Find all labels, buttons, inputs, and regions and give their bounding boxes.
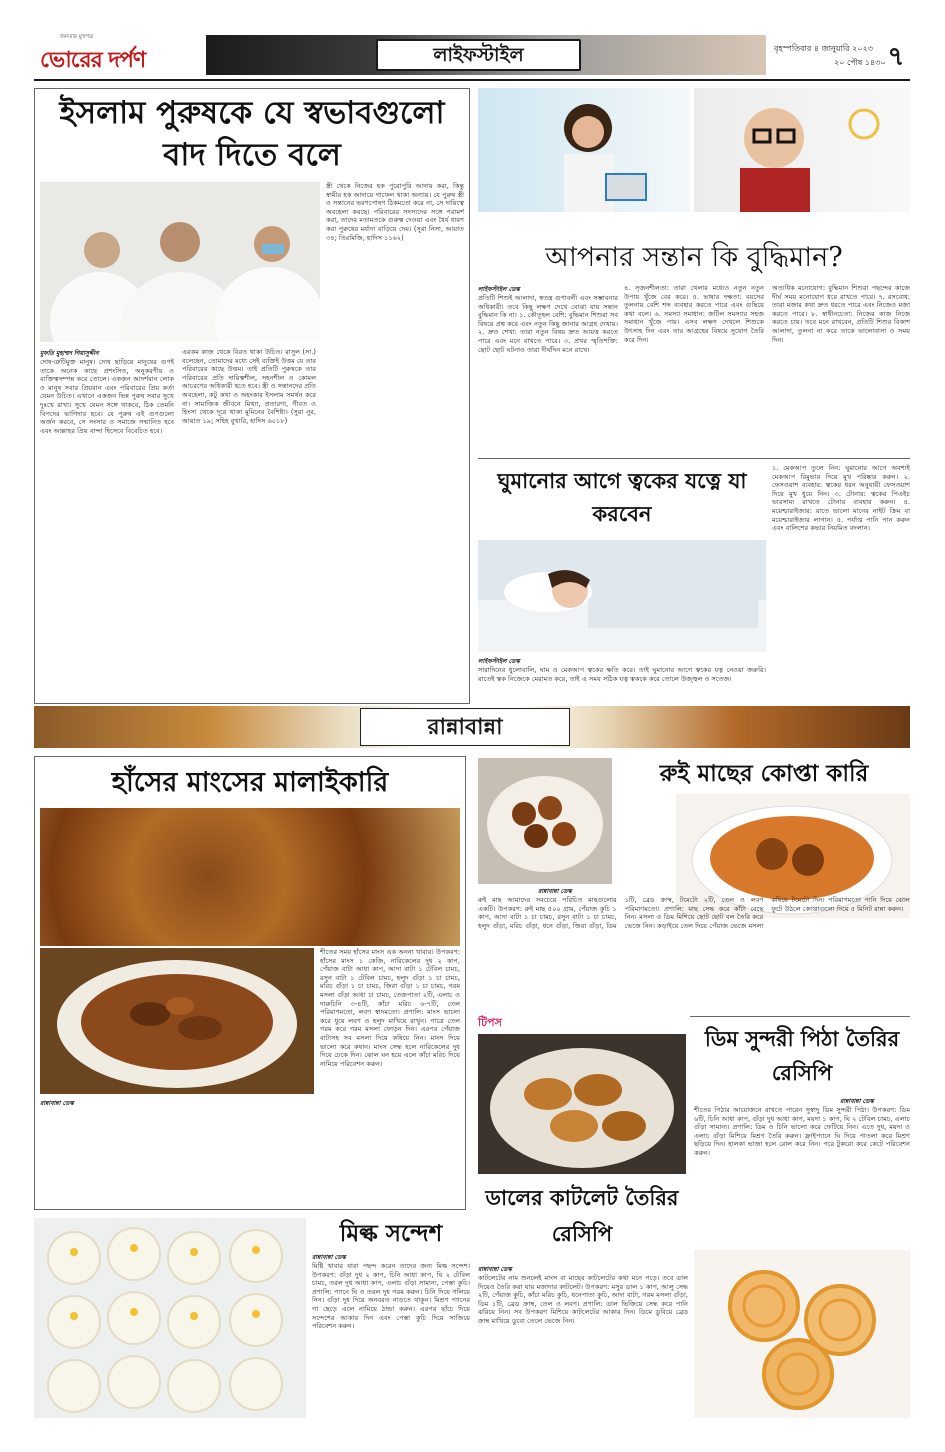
article-skin-rule bbox=[478, 458, 910, 459]
article-skin-col1: সারাদিনের ধুলোবালি, ঘাম ও মেকআপ ত্বকের ক্ষতি করে। তাই ঘুমানোর আগে ত্বকের যত্ন নেওয়া জরুরি। রাতেই ত্বক নিজেকে মেরামত করে, তাই এ সময় সঠিক যত্ন ত্বককে করে তোলে উজ্জ্বল ও সতেজ। bbox=[478, 666, 766, 683]
recipe-pitha-rule bbox=[690, 1016, 910, 1017]
milk-sandesh-photo bbox=[34, 1218, 306, 1418]
recipe-sandesh-byline: রান্নাবান্না ডেস্ক bbox=[312, 1254, 346, 1261]
recipe-fish-text: রুই মাছ আমাদের সবচেয়ে পরিচিত মাছগুলোর একটি। উপকরণ: রুই মাছ ৫০০ গ্রাম, পেঁয়াজ কুচি ১ কাপ, আদা বাটা ১ চা চামচ, রসুন বাটা ১ চা চামচ, হলুদ গুঁড়া, মরিচ গুঁড়া, ধনে গুঁড়া, জিরা গুঁড়া, ডিম ১টি, ব্রেড ক্রাম্ব, টমেটো ২টি, তেল ও লবণ পরিমাণমতো। প্রণালি: মাছ সেদ্ধ করে কাঁটা বেছে নিন। মসলা ও ডিম মিশিয়ে ছোট ছোট বল তৈরি করে ভেজে নিন। কড়াইয়ে তেল দিয়ে পেঁয়াজ ভেজে মসলা কষিয়ে টমেটো দিন। পরিমাণমতো পানি দিয়ে ঝোল ফুটে উঠলে কোপ্তাগুলো দিয়ে ৫ মিনিট রান্না করুন। bbox=[478, 896, 910, 930]
article-islam-col2: এরকম কাজ থেকে বিরত থাকা উচিত। রাসুল (সা.) বলেছেন, তোমাদের মধ্যে সেই ব্যক্তিই উত্তম যে তার পরিবারের কাছে উত্তম। তাই প্রতিটি পুরুষকে তার পরিবারের প্রতি দায়িত্বশীল, সহনশীল ও কোমল আচরণের অধিকারী হতে হবে। স্ত্রী ও সন্তানদের প্রতি অবহেলা, কটু কথা ও অহংকার ইসলাম সমর্থন করে না। সামাজিক জীবনে মিথ্যা, প্রতারণা, গীবত ও হিংসা থেকে দূরে থাকা মুমিনের বৈশিষ্ট্য। (সুরা নুর, আয়াত ১৯; সহিহ বুখারি, হাদিস ৬০১৮) bbox=[182, 348, 316, 425]
recipe-pitha-text: শীতের পিঠার আয়োজনে রাখতে পারেন সুস্বাদু ডিম সুন্দরী পিঠা। উপকরণ: ডিম ৬টি, চিনি আধা কাপ, গুঁড়া দুধ আধা কাপ, ময়দা ১ কাপ, ঘি ২ টেবিল চামচ, এলাচ গুঁড়া সামান্য। প্রণালি: ডিম ও চিনি ভালো করে ফেটিয়ে নিন। এতে দুধ, ময়দা ও এলাচ গুঁড়া মিশিয়ে মিশ্রণ তৈরি করুন। ফ্রাইপ্যানে ঘি দিয়ে পাতলা করে মিশ্রণ ছড়িয়ে দিন। হালকা ভাজা হলে রোল করে নিন। পরে টুকরো করে কেটে পরিবেশন করুন। bbox=[694, 1106, 910, 1157]
boy-glasses-photo bbox=[694, 88, 910, 212]
recipe-cutlet-byline: রান্নাবান্না ডেস্ক bbox=[478, 1266, 512, 1273]
article-islam-title: ইসলাম পুরুষকে যে স্বভাবগুলো বাদ দিতে বলে bbox=[59, 95, 445, 173]
date-line-2: ২০ পৌষ ১৪৩০ bbox=[834, 58, 886, 67]
paper-tagline: জনতার মুখপত্র bbox=[60, 34, 94, 40]
masthead-rule bbox=[34, 79, 910, 81]
article-child-title: আপনার সন্তান কি বুদ্ধিমান? bbox=[545, 242, 843, 273]
date-line-1: বৃহস্পতিবার ৪ জানুয়ারি ২০২৩ bbox=[774, 44, 873, 53]
recipe-sandesh-title: মিল্ক সন্দেশ bbox=[339, 1220, 443, 1247]
fish-kofta-photo-left bbox=[478, 758, 612, 884]
recipe-duck-byline: রান্নাবান্না ডেস্ক bbox=[40, 1100, 74, 1107]
recipe-pitha-title: ডিম সুন্দরী পিঠা তৈরির রেসিপি bbox=[704, 1026, 900, 1085]
tips-tag: টিপস bbox=[478, 1016, 502, 1029]
girl-robot-photo bbox=[478, 88, 690, 212]
article-child-col2: ৪. সৃজনশীলতা: তারা খেলার মধ্যেও নতুন নতুন উপায় খুঁজে বের করে। ৫. ভাষার দক্ষতা: বয়সের তুলনায় বেশি শব্দ ব্যবহার করতে পারে এবং গুছিয়ে কথা বলে। ৬. সমস্যা সমাধান: জটিল সমস্যার সহজ সমাধান খুঁজে পায়। এসব লক্ষণ দেখলে শিশুকে উৎসাহ দিন এবং তার আগ্রহের বিষয়ে সুযোগ তৈরি করে দিন। bbox=[624, 284, 764, 344]
duck-curry-photo-bowl bbox=[40, 948, 314, 1094]
cooking-banner-label: রান্নাবান্না bbox=[427, 714, 503, 740]
recipe-duck-title: হাঁসের মাংসের মালাইকারি bbox=[111, 767, 389, 798]
cooking-banner bbox=[34, 706, 910, 748]
section-label-box bbox=[376, 39, 581, 71]
masthead bbox=[34, 33, 910, 77]
article-child-col1: প্রতিটি শিশুই আলাদা, স্বতন্ত্র গুণাবলী এবং সম্ভাবনার অধিকারী। তবে কিছু লক্ষণ দেখে বোঝা যায় সন্তান বুদ্ধিমান কি না। ১. কৌতূহল বেশি: বুদ্ধিমান শিশুরা সব বিষয়ে প্রশ্ন করে এবং নতুন কিছু জানার আগ্রহ দেখায়। ২. দ্রুত শেখা: তারা নতুন বিষয় দ্রুত আয়ত্ত করতে পারে এবং মনে রাখতে পারে। ৩. প্রখর স্মৃতিশক্তি: ছোট ছোট ঘটনাও তারা দীর্ঘদিন মনে রাখে। bbox=[478, 294, 618, 354]
pilgrims-photo bbox=[40, 182, 320, 342]
article-islam-byline: মুফতি মুহাম্মদ গিয়াসুদ্দীন bbox=[40, 350, 99, 357]
paper-logo bbox=[34, 33, 202, 77]
paper-name: ভোরের দর্পণ bbox=[40, 47, 146, 73]
sleeping-girl-photo bbox=[478, 540, 766, 652]
recipe-duck-text: শীতের সময় হাঁসের মাংস এক অনন্য খাবার। উপকরণ: হাঁসের মাংস ১ কেজি, নারিকেলের দুধ ২ কাপ, পেঁয়াজ বাটা আধা কাপ, আদা বাটা ১ টেবিল চামচ, রসুন বাটা ১ টেবিল চামচ, হলুদ গুঁড়া ১ চা চামচ, মরিচ গুঁড়া ১ চা চামচ, জিরা গুঁড়া ১ চা চামচ, গরম মসলা গুঁড়া আধা চা চামচ, তেজপাতা ২টি, এলাচ ও দারুচিনি ৩-৪টি, কাঁচা মরিচ ৬-৭টি, তেল পরিমাণমতো, লবণ স্বাদমতো। প্রণালি: মাংস ভালো করে ধুয়ে লবণ ও হলুদ মাখিয়ে রাখুন। পাত্রে তেল গরম করে গরম মসলা ফোড়ন দিন। এরপর পেঁয়াজ বাটাসহ সব মসলা দিয়ে কষিয়ে নিন। মাংস দিয়ে ভালো করে কষান। মাংস সেদ্ধ হলে নারিকেলের দুধ দিয়ে ঢেকে দিন। ঝোল ঘন হয়ে এলে কাঁচা মরিচ দিয়ে নামিয়ে পরিবেশন করুন। bbox=[320, 948, 460, 1068]
article-skin-col2: ১. মেকআপ তুলে নিন: ঘুমানোর আগে অবশ্যই মেকআপ রিমুভার দিয়ে মুখ পরিষ্কার করুন। ২. ফেসওয়াশ ব্যবহার: ত্বকের ধরন অনুযায়ী ফেসওয়াশ দিয়ে মুখ ধুয়ে নিন। ৩. টোনার: ত্বকের পিএইচ ভারসাম্য রাখতে টোনার ব্যবহার করুন। ৪. ময়েশ্চারাইজার: রাতে ভালো মানের নাইট ক্রিম বা ময়েশ্চারাইজার লাগান। ৫. পর্যাপ্ত পানি পান করুন এবং বালিশের কভার নিয়মিত বদলান। bbox=[772, 464, 910, 533]
article-skin-title: ঘুমানোর আগে ত্বকের যত্নে যা করবেন bbox=[497, 468, 747, 526]
article-child-byline: লাইফস্টাইল ডেস্ক bbox=[478, 286, 520, 293]
recipe-fish-title: রুই মাছের কোপ্তা কারি bbox=[659, 760, 869, 787]
pitha-roll-photo bbox=[694, 1250, 910, 1418]
cooking-banner-label-box bbox=[360, 708, 570, 746]
recipe-fish-byline: রান্নাবান্না ডেস্ক bbox=[538, 888, 572, 895]
duck-curry-photo-top bbox=[40, 808, 460, 946]
recipe-cutlet-text: কাটলেটের নাম শুনলেই মাংস বা মাছের কাটলেটের কথা মনে পড়ে। তবে ডাল দিয়েও তৈরি করা যায় মজাদার কাটলেট। উপকরণ: মসুর ডাল ১ কাপ, আলু সেদ্ধ ২টি, পেঁয়াজ কুচি, কাঁচা মরিচ কুচি, ধনেপাতা কুচি, আদা বাটা, গরম মসলা গুঁড়া, ডিম ১টি, ব্রেড ক্রাম্ব, তেল ও লবণ। প্রণালি: ডাল ভিজিয়ে সেদ্ধ করে পানি ঝরিয়ে নিন। সব উপকরণ মিশিয়ে কাটলেটের আকার দিন। ডিমে ডুবিয়ে ব্রেড ক্রাম্ব মাখিয়ে ডুবো তেলে ভেজে নিন। bbox=[478, 1274, 688, 1325]
recipe-cutlet-title: ডালের কাটলেট তৈরির রেসিপি bbox=[485, 1185, 679, 1246]
recipe-sandesh-text: মিষ্টি খাবার যারা পছন্দ করেন তাদের জন্য মিল্ক সন্দেশ। উপকরণ: গুঁড়া দুধ ২ কাপ, চিনি আধা কাপ, ঘি ২ টেবিল চামচ, তরল দুধ আধা কাপ, এলাচ গুঁড়া সামান্য, পেস্তা কুচি। প্রণালি: প্যানে ঘি ও তরল দুধ গরম করুন। চিনি দিয়ে গলিয়ে নিন। গুঁড়া দুধ দিয়ে অনবরত নাড়তে থাকুন। মিশ্রণ প্যানের গা ছেড়ে এলে নামিয়ে ঠান্ডা করুন। এরপর ছাঁচে দিয়ে সন্দেশের আকার দিন এবং পেস্তা কুচি দিয়ে সাজিয়ে পরিবেশন করুন। bbox=[312, 1262, 470, 1331]
dal-cutlet-photo bbox=[478, 1034, 686, 1174]
article-islam-col1: দোষ-ত্রুটিমুক্ত মানুষ। দোষ ছাড়িয়ে মানুষের গুণই তাকে অনেক কাছে প্রশংসিত, অনুকরণীয় ও ব্যক্তিত্বসম্পন্ন করে তোলে। একজন আদর্শবান লোক ও মানুষ সবার প্রিয়বান এবং পরিবারের প্রিয় কর্তা যেমন উচিত। এখানে একজন ভিন্ন পুরুষ সবার সুখে দুঃখে রাখা। সুখে যেমন সঙ্গে থাকবে, ঠিক তেমনি বিপদের ভাগিদার হবে। যে পুরুষ এই গুণগুলো অর্জন করবে, সে সংসার ও সমাজে সম্মানিত হবে এবং আল্লাহর প্রিয় বান্দা হিসেবে বিবেচিত হবে। bbox=[40, 358, 174, 435]
section-label: লাইফস্টাইল bbox=[433, 44, 524, 66]
article-child-col3: অত্যধিক মনোযোগ: বুদ্ধিমান শিশুরা পছন্দের কাজে দীর্ঘ সময় মনোযোগ ধরে রাখতে পারে। ৭. রসবোধ: তারা মজার কথা দ্রুত ধরতে পারে এবং নিজেও মজা করতে পারে। ৮. স্বাধীনচেতা: নিজের কাজ নিজে করতে চায়। তবে মনে রাখবেন, প্রতিটি শিশুর বিকাশ আলাদা, তুলনা না করে তাকে ভালোবাসা ও সময় দিন। bbox=[772, 284, 910, 344]
article-skin-byline: লাইফস্টাইল ডেস্ক bbox=[478, 658, 520, 665]
recipe-pitha-byline: রান্নাবান্না ডেস্ক bbox=[840, 1098, 874, 1105]
page-number: ৭ bbox=[887, 42, 905, 72]
article-islam-col3: স্ত্রী থেকে নিজের হক পুরোপুরি আদায় করা, কিন্তু স্বামীর হক আদায়ে গাফেল থাকা অন্যায়। যে পুরুষ স্ত্রী ও সন্তানের ভরণপোষণ ঠিকমতো করে না, সে দায়িত্বে অবহেলা করছে। পরিবারের সদস্যদের সঙ্গে পরামর্শ করা, তাদের মতামতকে গুরুত্ব দেওয়া এবং ধৈর্য ধারণ করা পুরুষের মর্যাদা বাড়িয়ে দেয়। (সুরা নিসা, আয়াত ৩৪; তিরমিজি, হাদিস ১১৬২) bbox=[326, 182, 464, 242]
